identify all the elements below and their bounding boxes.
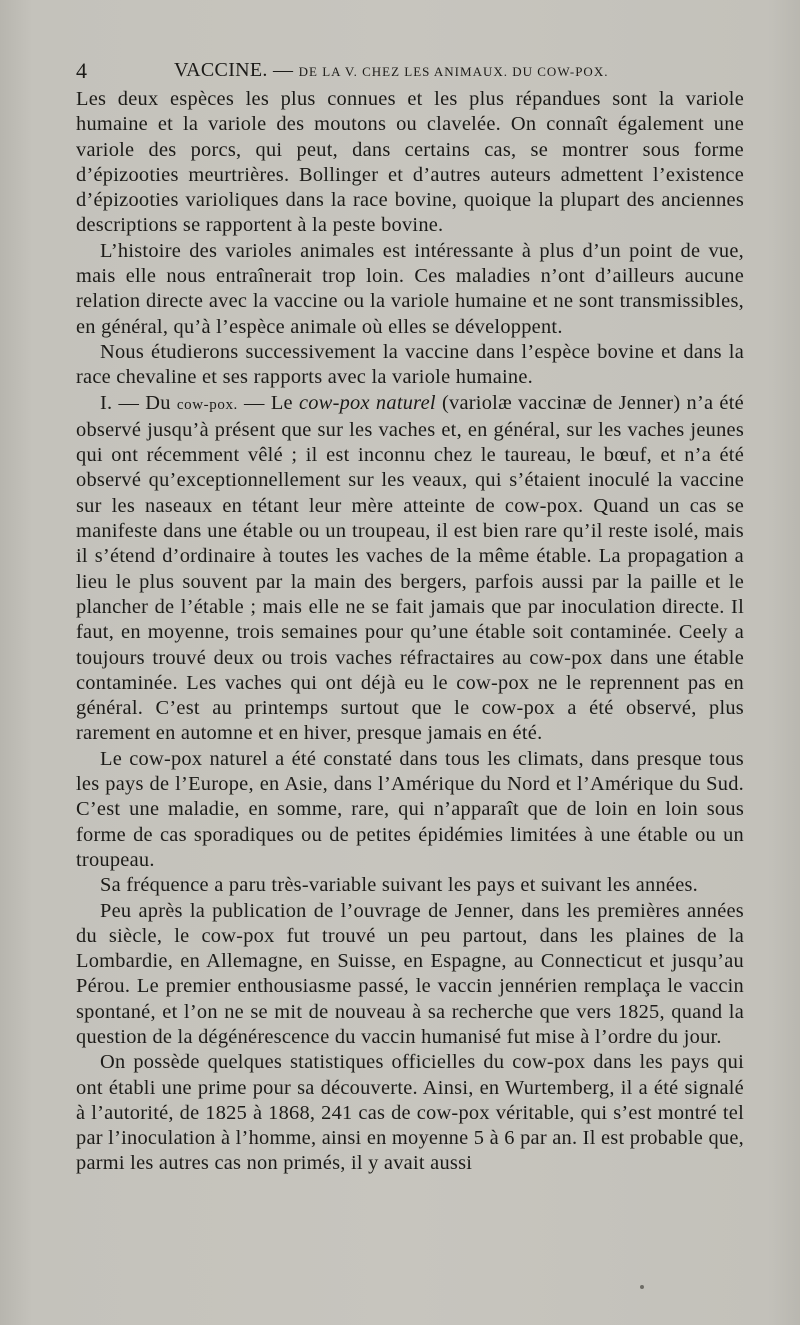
section-title: cow-pox.	[176, 396, 238, 413]
paragraph-4-rest: (variolæ vaccinæ de Jenner) n’a été observé jusqu’à présent que sur les vaches et, en général, sur les vaches jeunes qui ont récemment vêlé ; il est inconnu chez le taureau, le bœuf, et n’a été observé qu’exceptionnellement sur les veaux, qui s’étaient inoculé la vaccine sur les naseaux en tétant leur mère atteinte de cow-pox. Quand un cas se manifeste dans une étable ou un troupeau, il est bien rare qu’il reste isolé, mais il s’étend d’ordinaire à toutes les vaches de la même étable. La propagation a lieu le plus souvent par la main des bergers, parfois aussi par la paille et le plancher de l’étable ; mais elle ne se fait jamais que par inoculation directe. Il faut, en moyenne, trois semaines pour qu’une étable soit contaminée. Ceely a toujours trouvé deux ou trois vaches réfractaires au cow-pox dans une étable contaminée. Les vaches qui ont déjà eu le cow-pox ne le reprennent pas en général. C’est au printemps surtout que le cow-pox a été observé, plus rarement en automne et en hiver, presque jamais en été.	[76, 391, 744, 745]
title-dash: —	[273, 59, 294, 81]
paragraph-5: Le cow-pox naturel a été constaté dans tous les climats, dans presque tous les pays de l’Europe, en Asie, dans l’Amérique du Nord et l’Amérique du Sud. C’est une maladie, en somme, rare, qui n’apparaît que de loin en loin sous forme de cas sporadiques ou de petites épidémies limitées à une étable ou un troupeau.	[76, 747, 744, 871]
paragraph-1: Les deux espèces les plus connues et les plus répandues sont la variole humaine et la variole des moutons ou clavelée. On connaît également une variole des porcs, qui peut, dans certains cas, se montrer sous forme d’épizooties meurtrières. Bollinger et d’autres auteurs admettent l’existence d’épizooties varioliques dans la race bovine, quoique la plupart des anciennes descriptions se rapportent à la peste bovine.	[76, 88, 744, 237]
body-text	[76, 87, 744, 1177]
paragraph-2: L’histoire des varioles animales est intéressante à plus d’un point de vue, mais elle nous entraînerait trop loin. Ces maladies n’ont d’ailleurs aucune relation directe avec la vaccine ou la variole humaine et ne sont transmissibles, en général, qu’à l’espèce animale où elles se développent.	[76, 239, 744, 338]
page-number: 4	[76, 58, 87, 83]
title-main: VACCINE.	[174, 59, 268, 81]
paragraph-8: On possède quelques statistiques officielles du cow-pox dans les pays qui ont établi une prime pour sa découverte. Ainsi, en Wurtemberg, il a été signalé à l’autorité, de 1825 à 1868, 241 cas de cow-pox véritable, qui s’est montré tel par l’inoculation à l’homme, ainsi en moyenne 5 à 6 par an. Il est probable que, parmi les autres cas non primés, il y avait aussi	[76, 1051, 744, 1175]
running-header	[76, 58, 744, 88]
section-number: I. — Du	[100, 391, 171, 414]
title-sub: DE LA V. CHEZ LES ANIMAUX. DU COW-POX.	[298, 64, 609, 79]
section-dash: — Le	[244, 391, 293, 414]
paragraph-3: Nous étudierons successivement la vaccine dans l’espèce bovine et dans la race chevaline et ses rapports avec la variole humaine.	[76, 340, 744, 389]
paragraph-4	[76, 391, 744, 747]
paragraph-7: Peu après la publication de l’ouvrage de Jenner, dans les premières années du siècle, le cow-pox fut trouvé un peu partout, dans les plaines de la Lombardie, en Allemagne, en Suisse, en Espagne, au Connecticut et jusqu’au Pérou. Le premier enthousiasme passé, le vaccin jennérien remplaça le vaccin spontané, et l’on ne se mit de nouveau à sa recherche que vers 1825, quand la question de la dégénérescence du vaccin humanisé fut mise à l’ordre du jour.	[76, 899, 744, 1048]
print-speck	[640, 1285, 644, 1289]
running-title	[174, 59, 608, 82]
paragraph-6: Sa fréquence a paru très-variable suivant les pays et suivant les années.	[100, 874, 699, 897]
italic-term: cow-pox naturel	[298, 391, 436, 414]
